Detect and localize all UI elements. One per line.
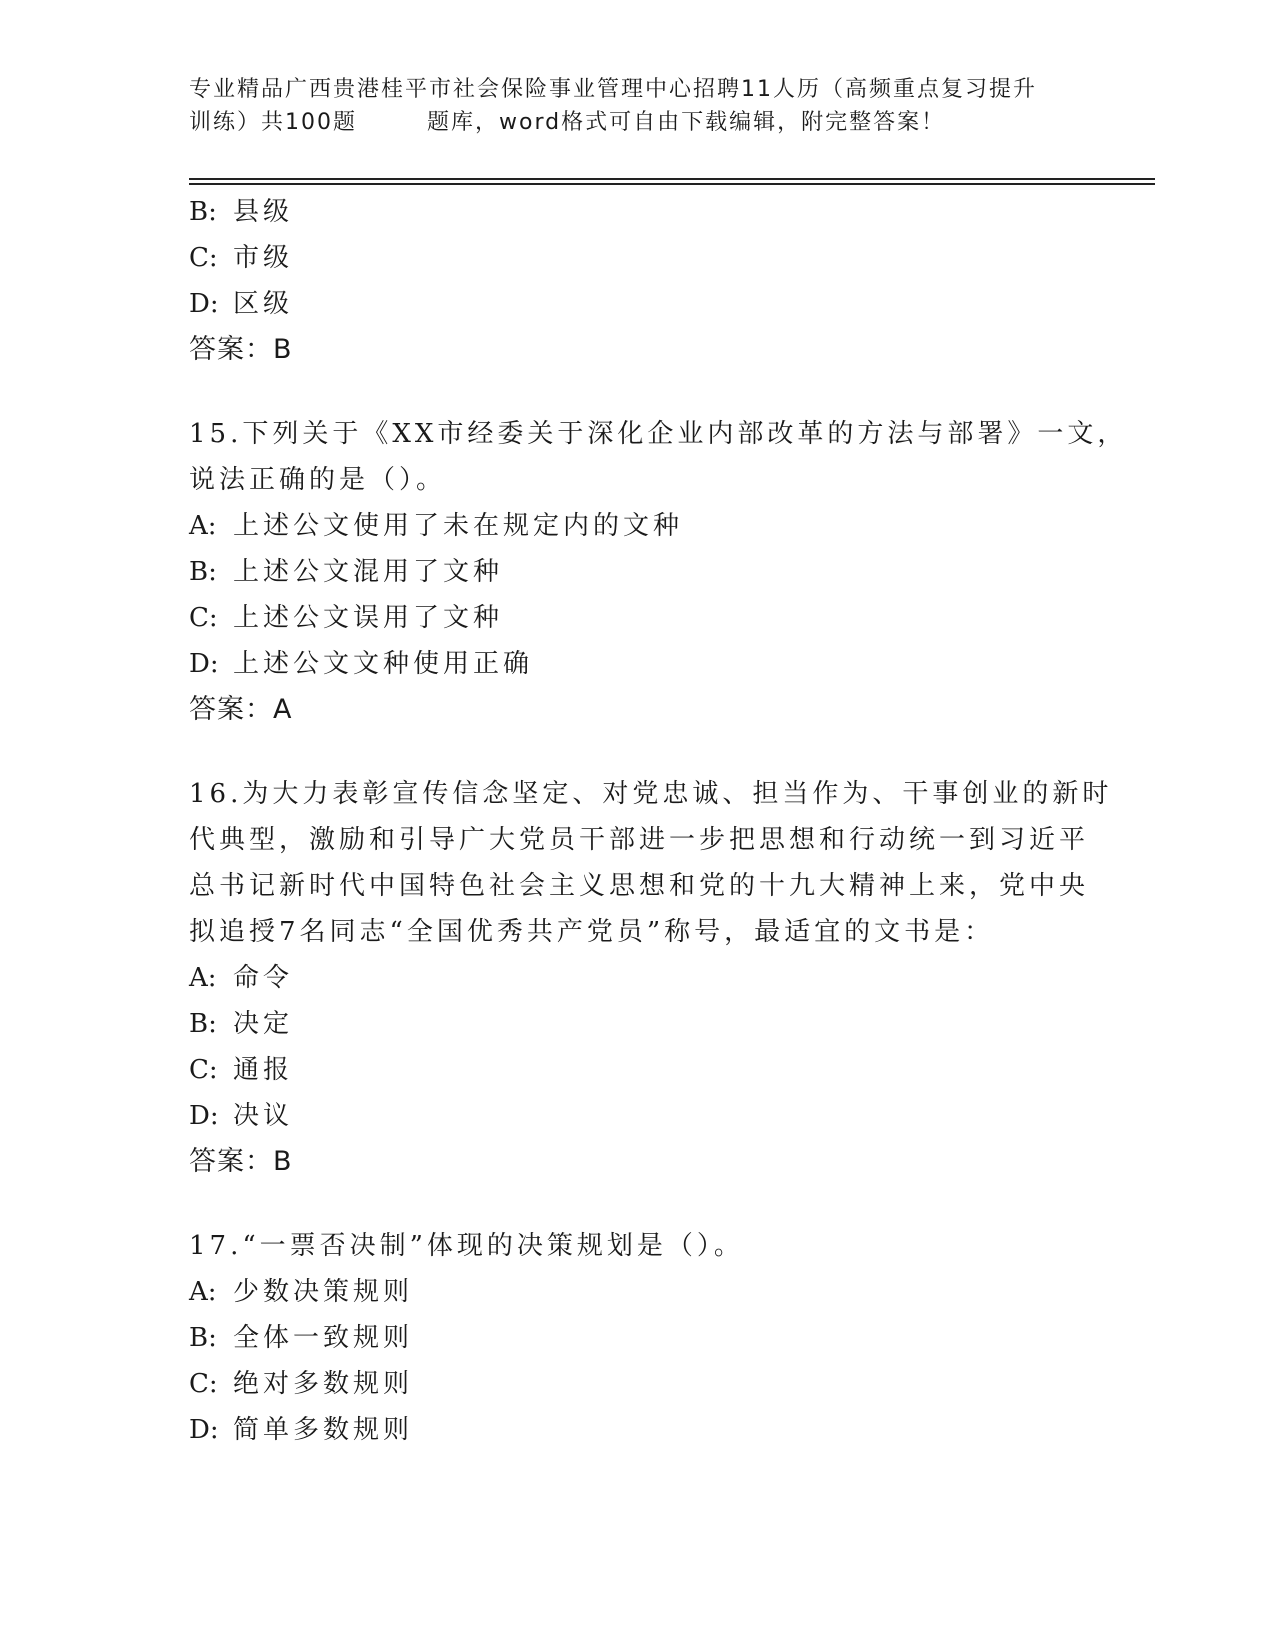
option-letter: A: <box>189 511 217 541</box>
header-divider-top <box>189 178 1155 180</box>
option-d <box>189 1407 1089 1453</box>
option-b <box>189 1315 1089 1361</box>
option-text: 上述公文误用了文种 <box>233 603 504 633</box>
stem-line: 16.为大力表彰宣传信念坚定、对党忠诚、担当作为、干事创业的新时 <box>189 779 1113 809</box>
option-letter: B: <box>189 557 217 587</box>
question-stem <box>189 771 1113 955</box>
document-body <box>189 189 1128 1453</box>
stem-line: 代典型，激励和引导广大党员干部进一步把思想和行动统一到习近平 <box>189 825 1090 855</box>
option-text: 区级 <box>233 289 294 319</box>
option-letter: B: <box>189 1323 217 1353</box>
question-16 <box>189 771 1113 1185</box>
option-text: 市级 <box>233 243 294 273</box>
question-17 <box>189 1223 1089 1453</box>
option-d <box>189 1093 1089 1139</box>
option-letter: C: <box>189 1369 218 1399</box>
stem-line: 拟追授7名同志“全国优秀共产党员”称号，最适宜的文书是： <box>189 917 995 947</box>
option-text: 上述公文使用了未在规定内的文种 <box>233 511 684 541</box>
option-d <box>189 641 1089 687</box>
option-letter: A: <box>189 1277 217 1307</box>
question-stem <box>189 1223 1089 1269</box>
option-a <box>189 955 1089 1001</box>
header-title-line2 <box>189 106 1089 139</box>
option-b <box>189 189 1089 235</box>
option-text: 决议 <box>233 1101 294 1131</box>
option-text: 决定 <box>233 1009 294 1039</box>
option-letter: D: <box>189 1415 219 1445</box>
option-letter: D: <box>189 649 219 679</box>
header-divider-bottom <box>189 183 1155 185</box>
option-d <box>189 281 1089 327</box>
stem-line: 15.下列关于《XX市经委关于深化企业内部改革的方法与部署》一文， <box>189 419 1128 449</box>
header-title-line1: 专业精品广西贵港桂平市社会保险事业管理中心招聘11人历（高频重点复习提升 <box>189 77 1037 102</box>
carryover-question <box>189 189 1089 373</box>
question-stem <box>189 411 1128 503</box>
option-letter: C: <box>189 243 218 273</box>
option-text: 命令 <box>233 963 294 993</box>
option-letter: C: <box>189 1055 218 1085</box>
option-text: 通报 <box>233 1055 294 1085</box>
option-text: 全体一致规则 <box>233 1323 414 1353</box>
answer-line: 答案：B <box>189 334 293 365</box>
option-letter: D: <box>189 1101 219 1131</box>
option-text: 绝对多数规则 <box>233 1369 414 1399</box>
option-b <box>189 549 1089 595</box>
header-title-line2-right: 题库，word格式可自由下载编辑，附完整答案！ <box>427 110 946 135</box>
option-letter: B: <box>189 197 217 227</box>
option-c <box>189 1361 1089 1407</box>
option-text: 上述公文混用了文种 <box>233 557 504 587</box>
option-a <box>189 503 1089 549</box>
option-b <box>189 1001 1089 1047</box>
option-letter: D: <box>189 289 219 319</box>
option-text: 简单多数规则 <box>233 1415 414 1445</box>
option-text: 县级 <box>233 197 294 227</box>
header-title-line2-left: 训练）共100题 <box>189 110 357 135</box>
document-header <box>189 73 1089 139</box>
option-text: 上述公文文种使用正确 <box>233 649 534 679</box>
option-letter: C: <box>189 603 218 633</box>
stem-line: 17.“一票否决制”体现的决策规划是（）。 <box>189 1231 744 1261</box>
stem-line: 说法正确的是（）。 <box>189 465 447 495</box>
option-c <box>189 235 1089 281</box>
option-c <box>189 595 1089 641</box>
option-a <box>189 1269 1089 1315</box>
question-15 <box>189 411 1128 733</box>
answer-line: 答案：B <box>189 1146 293 1177</box>
option-text: 少数决策规则 <box>233 1277 414 1307</box>
option-letter: B: <box>189 1009 217 1039</box>
stem-line: 总书记新时代中国特色社会主义思想和党的十九大精神上来，党中央 <box>189 871 1090 901</box>
answer-line: 答案：A <box>189 694 293 725</box>
option-letter: A: <box>189 963 217 993</box>
option-c <box>189 1047 1089 1093</box>
